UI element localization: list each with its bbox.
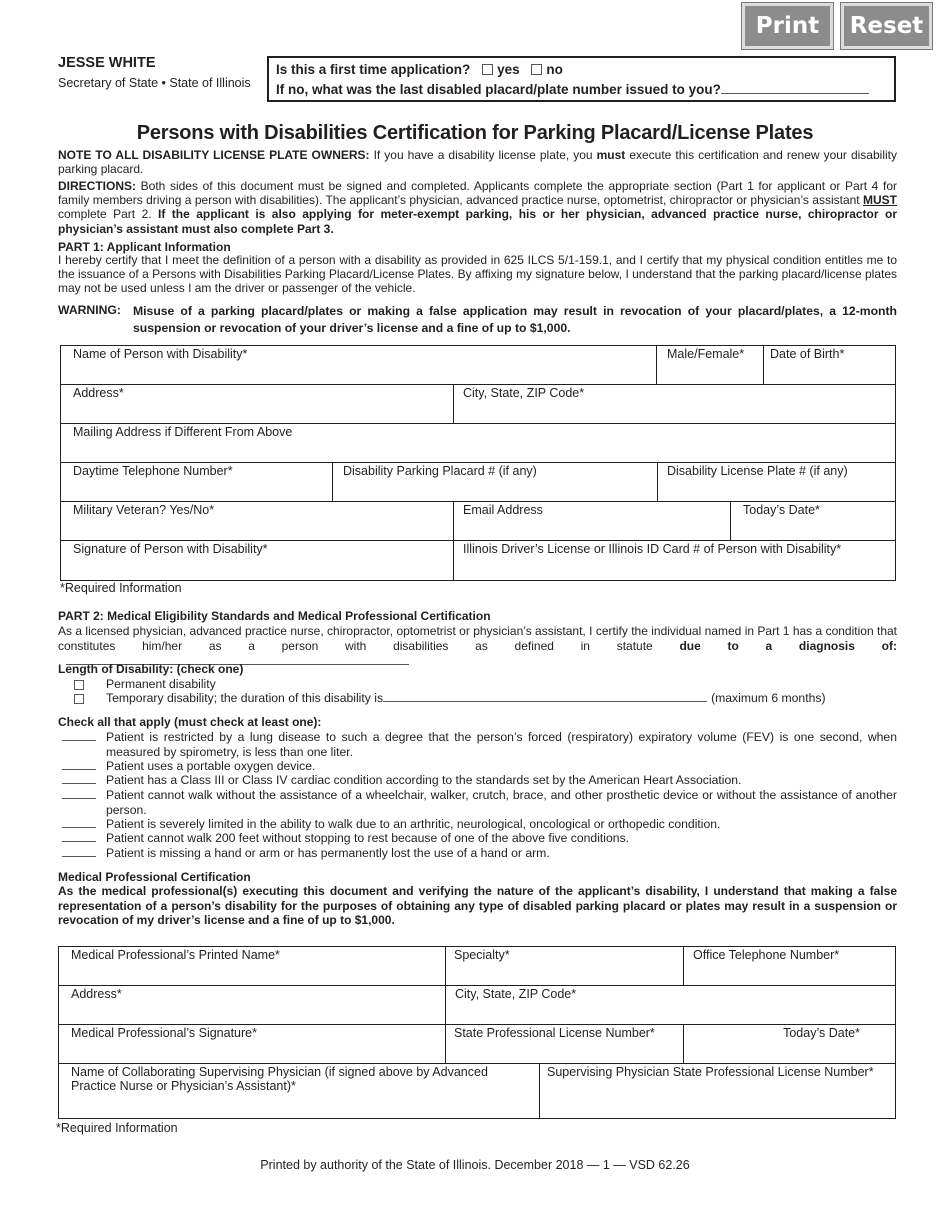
- condition-checkline[interactable]: [62, 783, 96, 784]
- last-placard-input[interactable]: [721, 82, 869, 94]
- condition-item: Patient is missing a hand or arm or has permanently lost the use of a hand or arm.: [62, 846, 897, 861]
- medcert-heading: Medical Professional Certification: [58, 870, 251, 884]
- secretary-subtitle: Secretary of State • State of Illinois: [58, 76, 251, 90]
- part1-text: I hereby certify that I meet the definition of a person with a disability as provided in 625 ILCS 5/1-159.1, and I certify that my physical condition entitles me to the issuance of a Persons with Disabilities Parking Placard/License Plates. By affixing my signature below, I understand that the parking placard/license plates may not be used unless I am the driver or passenger of the vehicle.: [58, 253, 897, 296]
- permanent-checkbox[interactable]: [74, 680, 84, 690]
- plate-number-field[interactable]: Disability License Plate # (if any): [658, 463, 895, 502]
- reset-button[interactable]: Reset: [841, 3, 932, 49]
- mailing-address-field[interactable]: Mailing Address if Different From Above: [61, 424, 895, 463]
- placard-number-field[interactable]: Disability Parking Placard # (if any): [333, 463, 658, 502]
- part2-heading: PART 2: Medical Eligibility Standards and Medical Professional Certification: [58, 609, 491, 623]
- gender-field[interactable]: Male/Female*: [657, 346, 764, 385]
- note-paragraph: NOTE TO ALL DISABILITY LICENSE PLATE OWNERS: If you have a disability license plate, you must execute this certification and renew your disability parking placard.: [58, 148, 897, 177]
- office-phone-field[interactable]: Office Telephone Number*: [684, 947, 895, 986]
- condition-item: Patient is restricted by a lung disease to such a degree that the person’s forced (respiratory) expiratory volume (FEV) is one second, when measured by spirometry, is less than one liter.: [62, 730, 897, 759]
- warning-label: WARNING:: [58, 303, 121, 317]
- medical-city-field[interactable]: City, State, ZIP Code*: [446, 986, 895, 1025]
- length-heading: Length of Disability: (check one): [58, 662, 244, 676]
- conditions-heading: Check all that apply (must check at least one):: [58, 715, 322, 729]
- condition-checkline[interactable]: [62, 798, 96, 799]
- last-placard-question: If no, what was the last disabled placard/plate number issued to you?: [276, 82, 721, 97]
- condition-item: Patient is severely limited in the ability to walk due to an arthritic, neurological, oncological or orthopedic condition.: [62, 817, 897, 832]
- professional-license-field[interactable]: State Professional License Number*: [446, 1025, 684, 1064]
- medical-info-grid: [58, 946, 896, 1119]
- medical-signature-field[interactable]: Medical Professional’s Signature*: [59, 1025, 446, 1064]
- condition-checkline[interactable]: [62, 856, 96, 857]
- yes-checkbox[interactable]: [482, 64, 493, 75]
- no-checkbox[interactable]: [531, 64, 542, 75]
- temporary-label: Temporary disability; the duration of this disability is (maximum 6 months): [106, 691, 826, 705]
- applicant-name-field[interactable]: Name of Person with Disability*: [61, 346, 657, 385]
- permanent-label: Permanent disability: [106, 677, 216, 691]
- applicant-address-field[interactable]: Address*: [61, 385, 454, 424]
- warning-text: Misuse of a parking placard/plates or making a false application may result in revocation of your placard/plates, a 12-month suspension or revocation of your driver’s license and a fine of up to $1,000.: [133, 304, 897, 335]
- specialty-field[interactable]: Specialty*: [446, 947, 684, 986]
- yes-label: yes: [497, 62, 520, 77]
- supervising-physician-field[interactable]: Name of Collaborating Supervising Physician (if signed above by Advanced Practice Nurse or Physician’s Assistant)*: [59, 1064, 540, 1118]
- first-time-question: Is this a first time application?: [276, 62, 471, 77]
- email-field[interactable]: Email Address: [454, 502, 731, 541]
- condition-checkline[interactable]: [62, 769, 96, 770]
- medcert-text: As the medical professional(s) executing this document and verifying the nature of the applicant’s disability, I understand that making a false representation of a person’s disability for the purposes of obtaining any type of disabled parking placard or plates may result in a suspension or revocation of my driver’s license and a fine of up to $1,000.: [58, 884, 897, 927]
- applicant-date-field[interactable]: Today’s Date*: [731, 502, 895, 541]
- part1-heading: PART 1: Applicant Information: [58, 240, 231, 254]
- required-note-1: *Required Information: [60, 581, 182, 595]
- condition-checkline[interactable]: [62, 827, 96, 828]
- first-time-application-box: [267, 56, 896, 102]
- dob-field[interactable]: Date of Birth*: [764, 346, 895, 385]
- daytime-phone-field[interactable]: Daytime Telephone Number*: [61, 463, 333, 502]
- applicant-city-field[interactable]: City, State, ZIP Code*: [454, 385, 895, 424]
- duration-input[interactable]: [383, 691, 707, 702]
- no-label: no: [546, 62, 563, 77]
- medical-address-field[interactable]: Address*: [59, 986, 446, 1025]
- medical-date-field[interactable]: Today’s Date*: [684, 1025, 895, 1064]
- part2-text: As a licensed physician, advanced practice nurse, chiropractor, optometrist or physician’s assistant, I certify the individual named in Part 1 has a condition that constitutes him/her as a person with disabilities as defined in statute due to a diagnosis of:: [58, 624, 897, 669]
- condition-checkline[interactable]: [62, 740, 96, 741]
- condition-checkline[interactable]: [62, 841, 96, 842]
- condition-item: Patient cannot walk 200 feet without stopping to rest because of one of the above five conditions.: [62, 831, 897, 846]
- condition-item: Patient uses a portable oxygen device.: [62, 759, 897, 774]
- applicant-signature-field[interactable]: Signature of Person with Disability*: [61, 541, 454, 580]
- secretary-name: JESSE WHITE: [58, 55, 156, 71]
- footer-text: Printed by authority of the State of Illinois. December 2018 — 1 — VSD 62.26: [260, 1158, 690, 1172]
- condition-item: Patient has a Class III or Class IV cardiac condition according to the standards set by the American Heart Association.: [62, 773, 897, 788]
- drivers-license-field[interactable]: Illinois Driver’s License or Illinois ID Card # of Person with Disability*: [463, 542, 842, 556]
- page-title: Persons with Disabilities Certification for Parking Placard/License Plates: [136, 122, 814, 144]
- required-note-2: *Required Information: [56, 1121, 178, 1135]
- directions-paragraph: DIRECTIONS: Both sides of this document must be signed and completed. Applicants complete the appropriate section (Part 1 for applicant or Part 4 for family members driving a person with disabilities). The applicant’s physician, advanced practice nurse, optometrist, chiropractor or physician’s assistant MUST complete Part 2. If the applicant is also applying for meter-exempt parking, his or her physician, advanced practice nurse, chiropractor or physician’s assistant must also complete Part 3.: [58, 179, 897, 236]
- supervising-license-field[interactable]: Supervising Physician State Professional License Number*: [547, 1065, 874, 1079]
- condition-item: Patient cannot walk without the assistance of a wheelchair, walker, crutch, brace, and other prosthetic device or without the assistance of another person.: [62, 788, 897, 817]
- print-button[interactable]: Print: [742, 3, 833, 49]
- military-veteran-field[interactable]: Military Veteran? Yes/No*: [61, 502, 454, 541]
- medical-name-field[interactable]: Medical Professional’s Printed Name*: [59, 947, 446, 986]
- temporary-checkbox[interactable]: [74, 694, 84, 704]
- applicant-info-grid: [60, 345, 896, 581]
